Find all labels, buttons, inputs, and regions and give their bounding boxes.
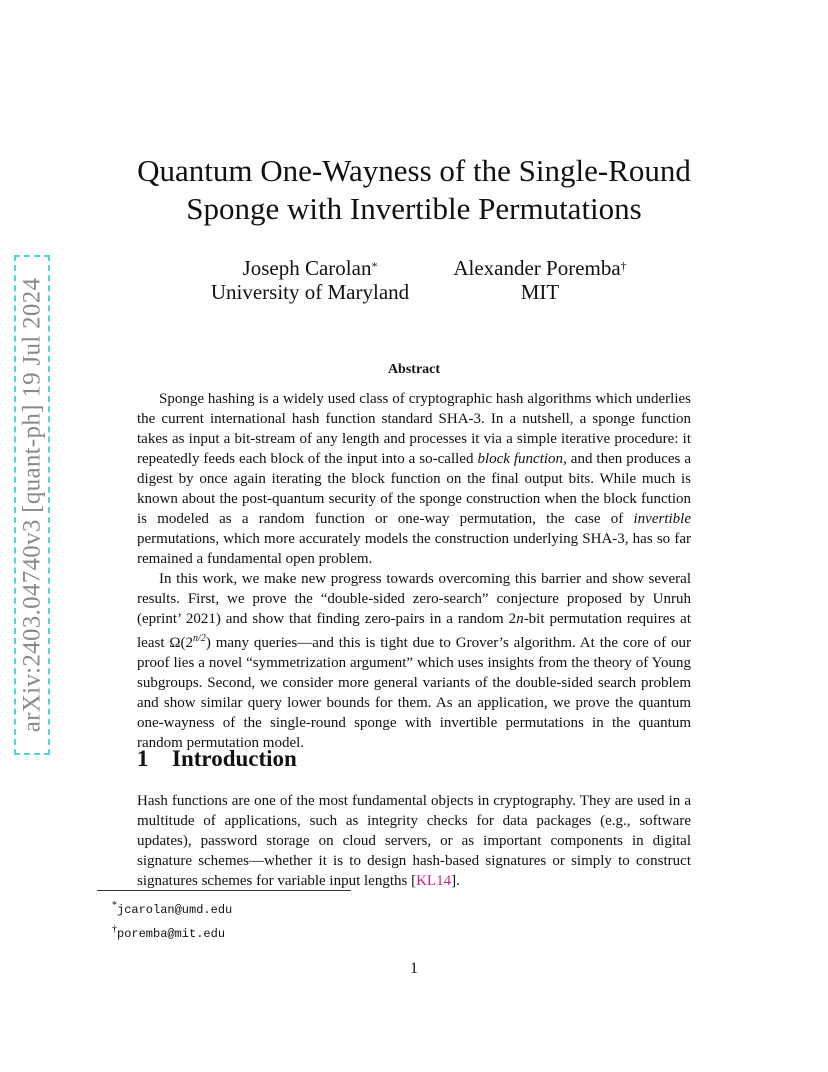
- title-line-1: Quantum One-Wayness of the Single-Round: [137, 153, 691, 188]
- page-number: 1: [410, 960, 418, 977]
- author-name: Alexander Poremba: [453, 256, 621, 280]
- introduction-body: [137, 791, 691, 891]
- abstract-heading: Abstract: [387, 362, 441, 377]
- section-heading: [137, 746, 297, 772]
- author-block-1: [190, 256, 430, 304]
- section-number: 1: [137, 746, 149, 771]
- section-title: Introduction: [172, 746, 297, 771]
- footnotes: [112, 896, 232, 944]
- arxiv-stamp: [14, 255, 50, 755]
- author-name: Joseph Carolan: [242, 256, 372, 280]
- citation-link[interactable]: KL14: [416, 873, 452, 889]
- author-block-2: [440, 256, 640, 304]
- abstract-paragraph-2: In this work, we make new progress towards overcoming this barrier and show several results. First, we prove the “double-sided zero-search” conjecture proposed by Unruh (eprint’ 2021) and show that finding zero-pairs in a random 2n-bit permutation requires at least $\Omega(2^{n/2})$ many queries—and this is tight due to Grover’s algorithm. At the core of our proof lies a novel “symmetrization argument” which uses insights from the theory of Young subgroups. Second, we consider more general variants of the double-sided search problem and show similar query lower bounds for them. As an application, we prove the quantum one-wayness of the single-round sponge with invertible permutations in the quantum random permutation model.: [137, 571, 692, 751]
- footnote-mark: †: [620, 259, 627, 273]
- footnote-2: †poremba@mit.edu: [112, 924, 226, 941]
- author-affiliation: University of Maryland: [210, 280, 410, 304]
- abstract-paragraph-1: Sponge hashing is a widely used class of cryptographic hash algorithms which underlies the current international hash function standard SHA-3. In a nutshell, a sponge function takes as input a bit-stream of any length and processes it via a simple iterative procedure: it repeatedly feeds each block of the input into a so-called block function, and then produces a digest by once again iterating the block function on the final output bits. While much is known about the post-quantum security of the sponge construction when the block function is modeled as a random function or one-way permutation, the case of invertible permutations, which more accurately models the construction underlying SHA-3, has so far remained a fundamental open problem.: [137, 391, 691, 567]
- author-affiliation: MIT: [520, 280, 560, 304]
- arxiv-stamp-text: arXiv:2403.04740v3 [quant-ph] 19 Jul 2024: [18, 277, 46, 733]
- paper-title: [80, 152, 748, 228]
- footnote-1: *jcarolan@umd.edu: [112, 900, 233, 917]
- title-line-2: Sponge with Invertible Permutations: [186, 191, 642, 226]
- footnote-mark: *: [371, 259, 378, 273]
- footnote-rule: [97, 890, 351, 891]
- intro-paragraph-1: Hash functions are one of the most fundamental objects in cryptography. They are used in a multitude of applications, such as integrity checks for data packages (e.g., software updates), password storage on cloud servers, or as important components in digital signature schemes—whether it is to design hash-based signatures or simply to construct signatures schemes for variable input lengths [KL14].: [137, 793, 691, 889]
- abstract-body: [137, 389, 691, 753]
